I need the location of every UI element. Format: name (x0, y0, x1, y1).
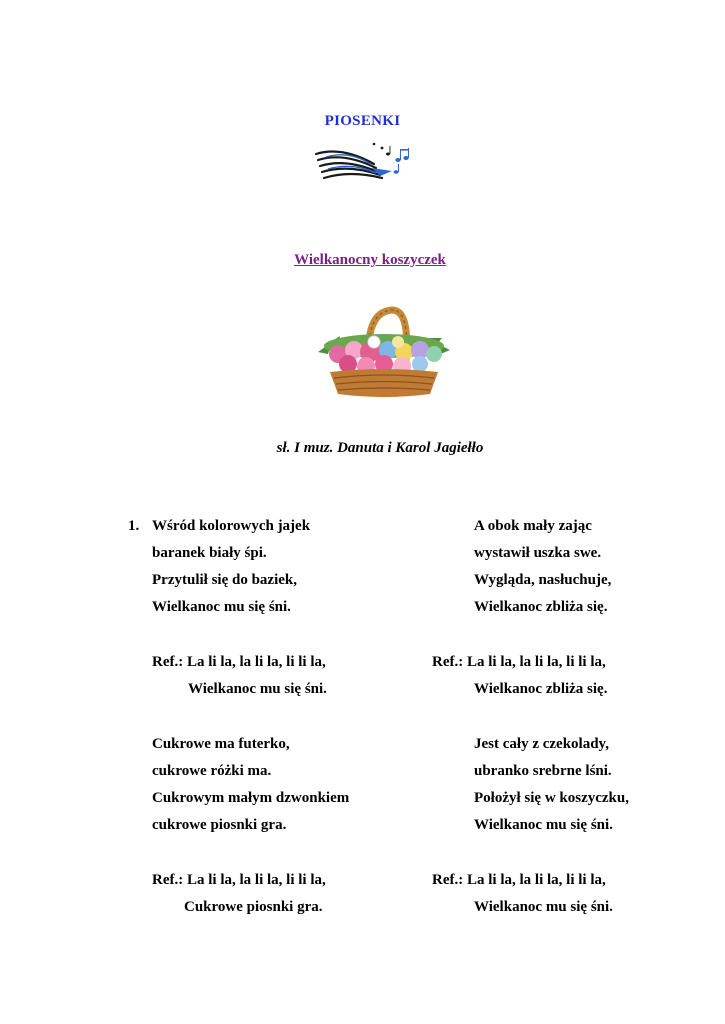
right-line: A obok mały zając (474, 518, 592, 534)
left-line: cukrowe różki ma. (152, 763, 272, 779)
left-line: Cukrowe piosnki gra. (184, 899, 323, 915)
left-line: cukrowe piosnki gra. (152, 817, 287, 833)
left-refrain: Ref.: La li la, la li la, li li la, (152, 872, 326, 888)
page-title: PIOSENKI (324, 113, 401, 129)
verse-number: 1. (128, 518, 140, 534)
right-line: Wielkanoc mu się śni. (474, 817, 613, 833)
right-line: Wielkanoc zbliża się. (474, 681, 608, 697)
right-line: Wygląda, nasłuchuje, (474, 572, 612, 588)
right-refrain: Ref.: La li la, la li la, li li la, (432, 872, 606, 888)
right-line: Wielkanoc zbliża się. (474, 599, 608, 615)
right-line: Jest cały z czekolady, (474, 736, 609, 752)
song-title: Wielkanocny koszyczek (294, 252, 446, 268)
right-line: Położył się w koszyczku, (474, 790, 629, 806)
music-notes-icon (312, 138, 412, 188)
left-line: baranek biały śpi. (152, 545, 267, 561)
left-line: Przytulił się do baziek, (152, 572, 297, 588)
right-refrain: Ref.: La li la, la li la, li li la, (432, 654, 606, 670)
right-line: ubranko srebrne lśni. (474, 763, 612, 779)
left-refrain: Ref.: La li la, la li la, li li la, (152, 654, 326, 670)
song-credit: sł. I muz. Danuta i Karol Jagiełło (276, 440, 484, 456)
right-line: Wielkanoc mu się śni. (474, 899, 613, 915)
left-line: Cukrowym małym dzwonkiem (152, 790, 350, 806)
easter-basket-icon (314, 302, 454, 402)
left-line: Wielkanoc mu się śni. (152, 599, 291, 615)
left-line: Wielkanoc mu się śni. (188, 681, 327, 697)
left-line: Cukrowe ma futerko, (152, 736, 290, 752)
right-line: wystawił uszka swe. (474, 545, 602, 561)
left-line: Wśród kolorowych jajek (152, 518, 311, 534)
